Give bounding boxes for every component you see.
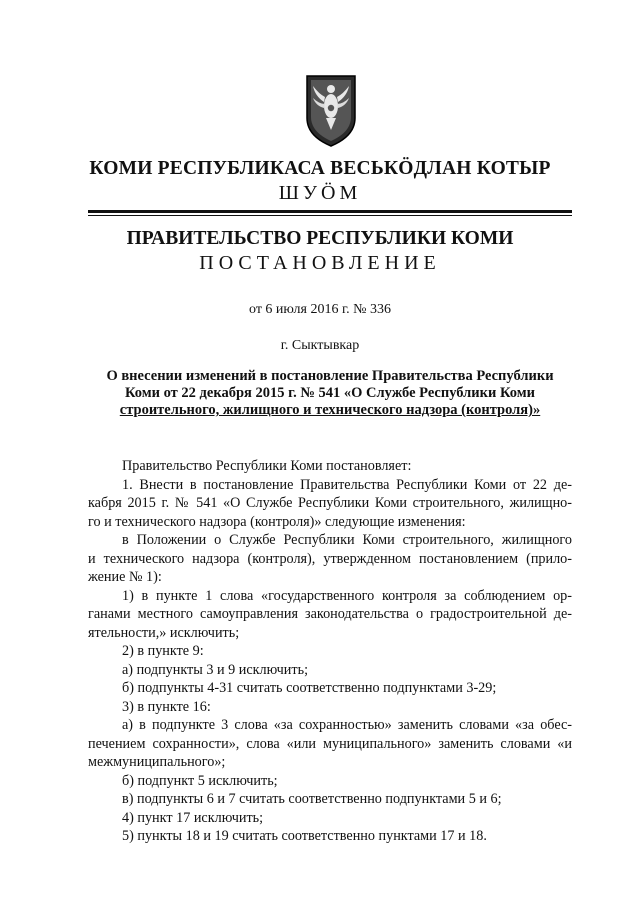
document-title-line: Коми от 22 декабря 2015 г. № 541 «О Службе Республики Коми	[125, 385, 535, 401]
komi-coat-of-arms-icon	[303, 70, 359, 148]
government-name: ПРАВИТЕЛЬСТВО РЕСПУБЛИКИ КОМИ	[126, 228, 514, 249]
body-line: 3) в пункте 16:	[122, 698, 211, 715]
body-line: жение № 1):	[88, 569, 162, 585]
header-divider-thin	[88, 215, 572, 216]
body-line: 1. Внести в постановление Правительства Республики Коми от 22 де-	[122, 476, 572, 493]
body-line: 5) пункты 18 и 19 считать соответственно пунктами 17 и 18.	[122, 828, 487, 844]
body-line: в) подпункты 6 и 7 считать соответственно подпунктами 5 и 6;	[122, 791, 502, 807]
body-line: б) подпункт 5 исключить;	[122, 772, 278, 789]
body-line: 2) в пункте 9:	[122, 643, 204, 659]
body-line: 4) пункт 17 исключить;	[122, 809, 264, 826]
body-line: го и технического надзора (контроля)» следующие изменения:	[88, 513, 466, 530]
body-line: 1) в пункте 1 слова «государственного контроля за соблюдением ор-	[122, 587, 572, 604]
body-line: и технического надзора (контроля), утвержденном постановлением (прило-	[88, 550, 572, 567]
body-line: в Положении о Службе Республики Коми строительного, жилищного	[122, 532, 572, 548]
body-line: ятельности,» исключить;	[88, 624, 240, 641]
body-line: межмуниципального»;	[88, 754, 226, 770]
body-line: а) в подпункте 3 слова «за сохранностью» заменить словами «за обес-	[122, 717, 572, 733]
document-date-number: от 6 июля 2016 г. № 336	[249, 302, 391, 317]
document-title-line: О внесении изменений в постановление Правительства Республики	[106, 368, 554, 384]
komi-document-type: ШУӦМ	[278, 182, 362, 204]
document-title-line: строительного, жилищного и технического надзора (контроля)»	[119, 402, 541, 418]
komi-government-name: КОМИ РЕСПУБЛИКАСА ВЕСЬКӦДЛАН КОТЫР	[89, 158, 551, 179]
document-title	[88, 368, 572, 419]
document-type: ПОСТАНОВЛЕНИЕ	[199, 252, 441, 274]
body-line: печением сохранности», слова «или муниципального» заменить словами «и	[88, 735, 572, 752]
document-body	[88, 457, 572, 846]
body-line: ганами местного самоуправления законодательства о градостроительной де-	[88, 606, 572, 622]
body-line: а) подпункты 3 и 9 исключить;	[122, 661, 309, 678]
body-line: б) подпункты 4-31 считать соответственно подпунктами 3-29;	[122, 680, 497, 696]
body-line: кабря 2015 г. № 541 «О Службе Республики Коми строительного, жилищно-	[88, 495, 572, 511]
body-line: Правительство Республики Коми постановляет:	[122, 458, 412, 474]
header-divider-thick	[88, 210, 572, 213]
document-city: г. Сыктывкар	[280, 338, 360, 353]
